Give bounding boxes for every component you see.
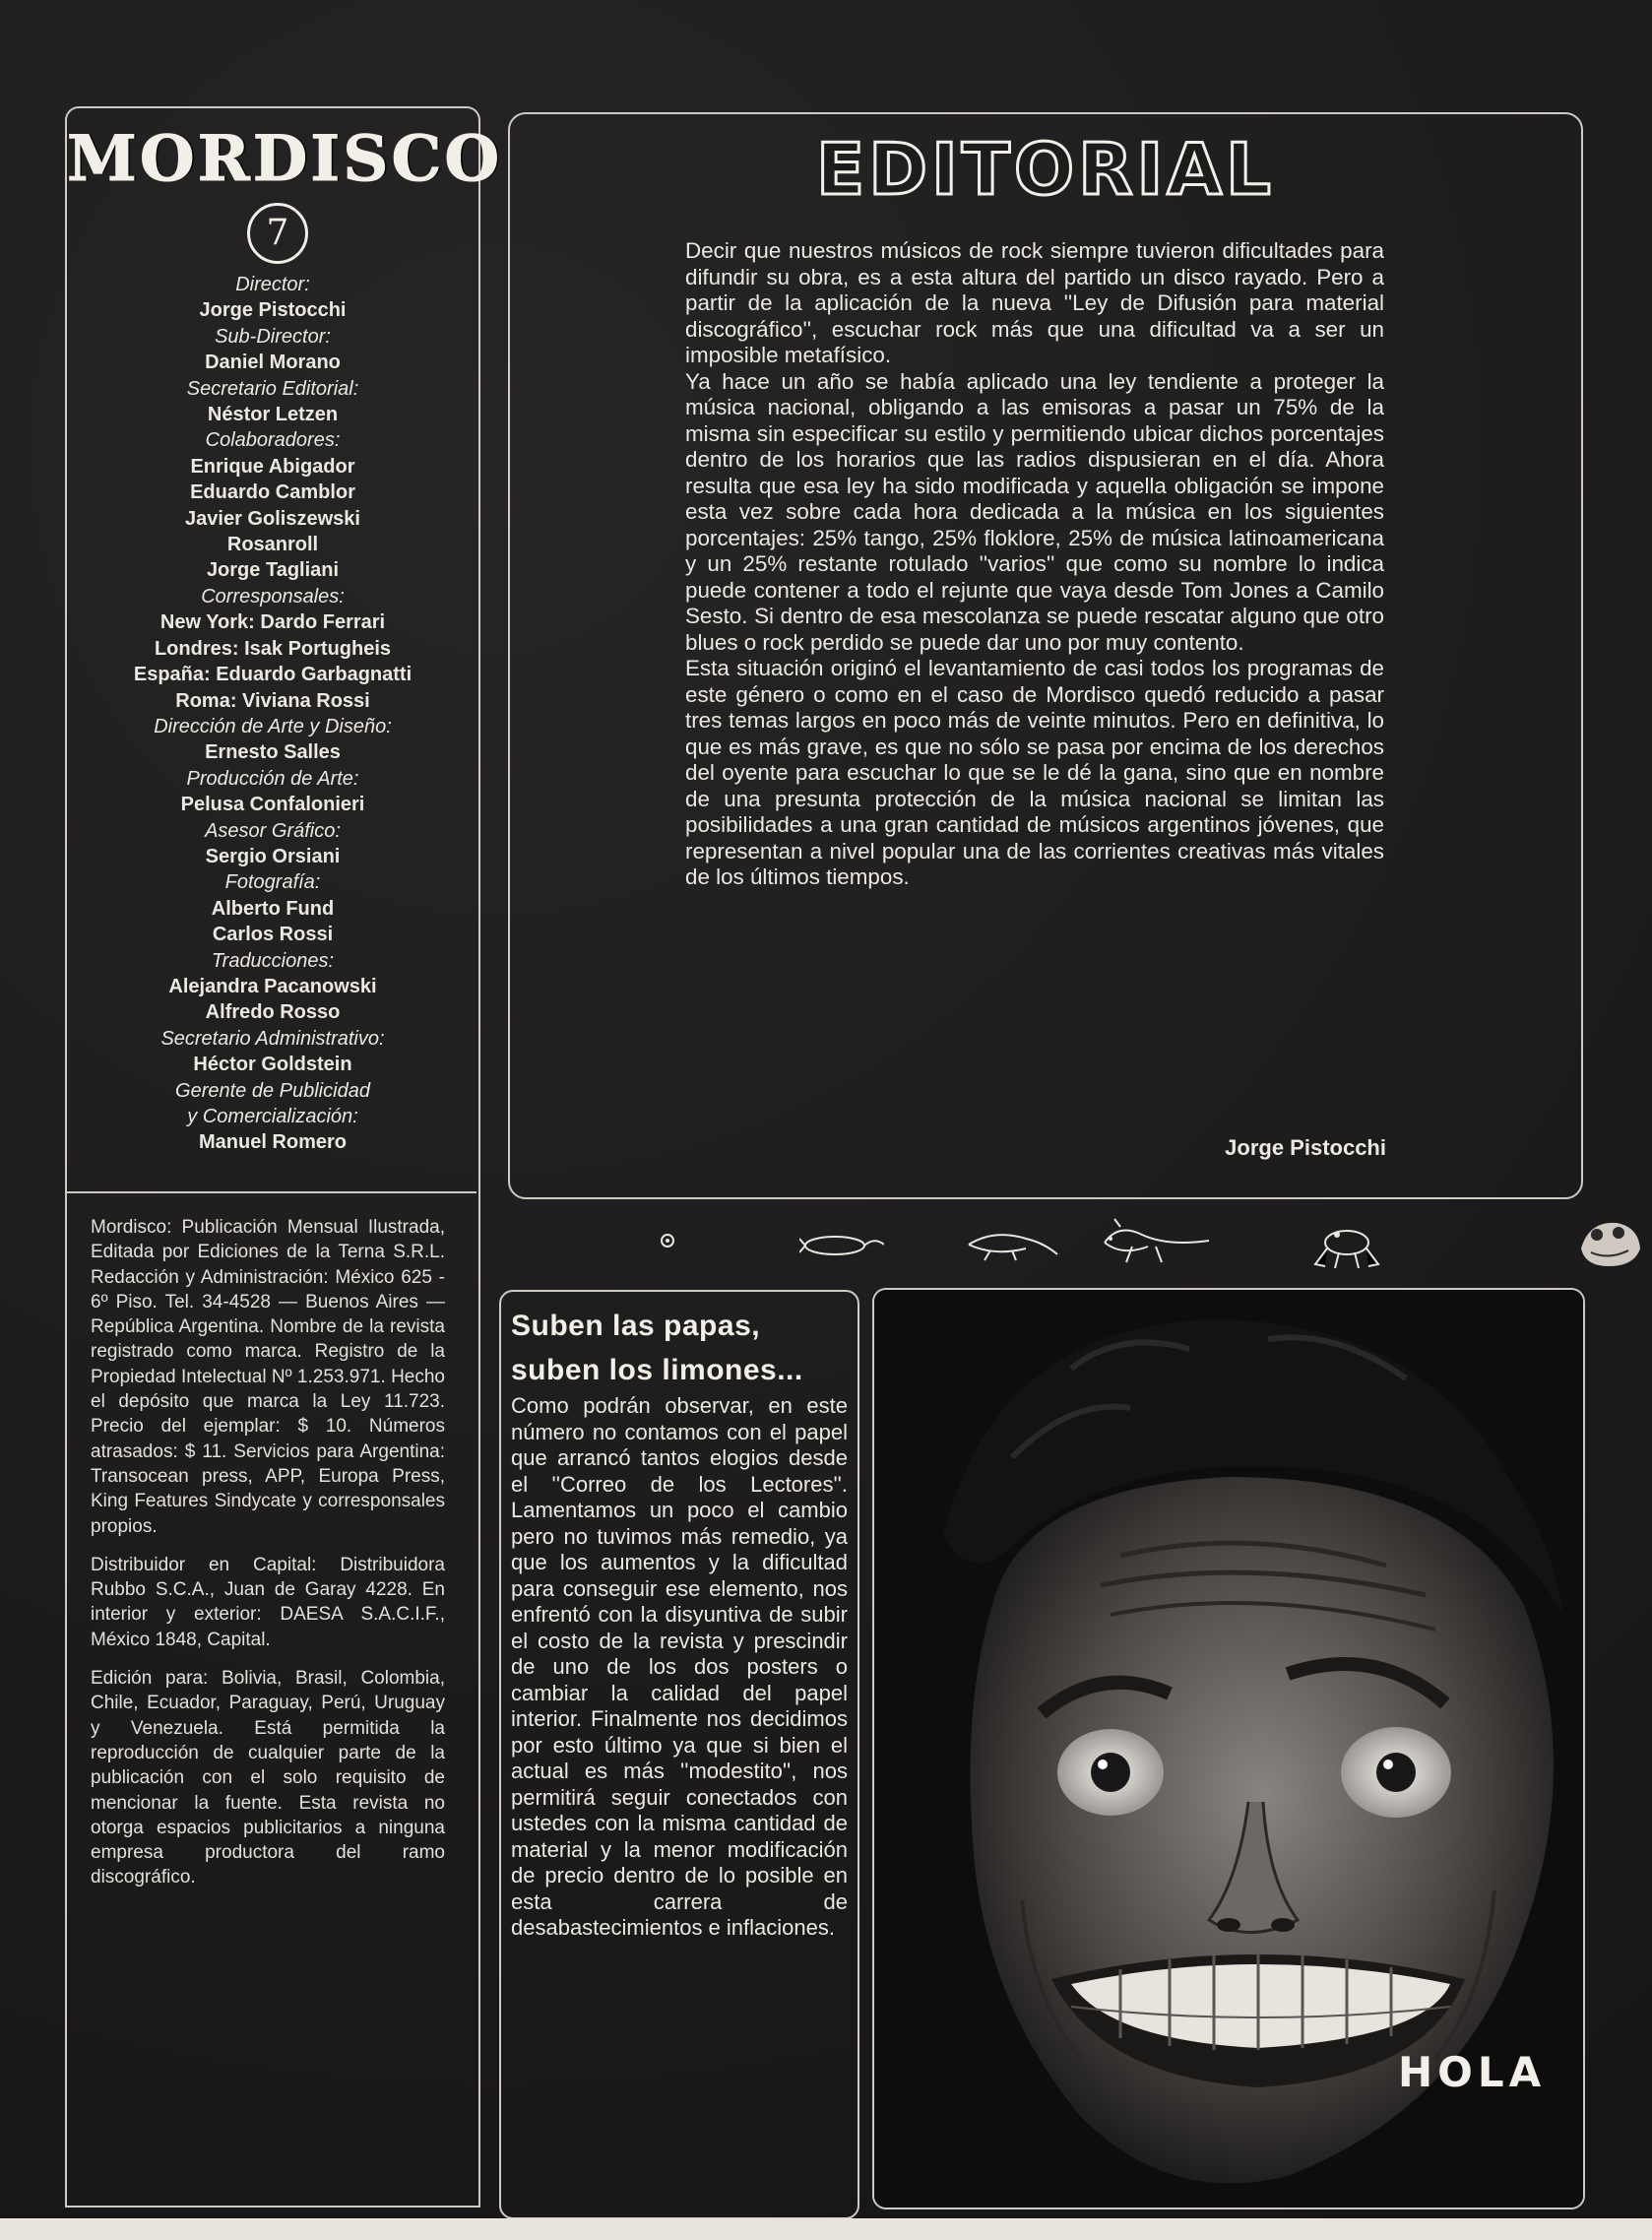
staff-role: Dirección de Arte y Diseño: bbox=[154, 715, 392, 737]
credits-panel bbox=[65, 106, 503, 1193]
staff-name: Manuel Romero bbox=[198, 1131, 348, 1154]
staff-role: Asesor Gráfico: bbox=[205, 819, 341, 842]
staff-role: Gerente de Publicidad bbox=[175, 1079, 370, 1102]
staff-name: Daniel Morano bbox=[205, 352, 341, 374]
lizard-icon bbox=[1099, 1217, 1213, 1268]
staff-role: Producción de Arte: bbox=[186, 767, 359, 790]
grinning-face-photo bbox=[872, 1288, 1585, 2209]
tadpole-icon bbox=[799, 1233, 884, 1258]
staff-name: España: Eduardo Garbagnatti bbox=[133, 664, 413, 686]
staff-name: Jorge Tagliani bbox=[206, 559, 340, 582]
editorial-signature: Jorge Pistocchi bbox=[1225, 1135, 1386, 1160]
staff-name: Néstor Letzen bbox=[207, 404, 339, 426]
staff-role: Secretario Editorial: bbox=[186, 377, 359, 400]
staff-role: Sub-Director: bbox=[215, 325, 331, 348]
editorial-paragraph: Esta situación originó el levantamiento de casi todos los programas de este género o como en el caso de Mordisco quedó reducido a pasar tres temas largos en poco más de veinte minutos. Pero en definitiva, lo que es más grave, es que no sólo se pasa por encima de los derechos del oyente para escuchar lo que se le dé la gana, sino que en nombre de una presunta protección de la música nacional se limitan las posibilidades a una gran cantidad de músicos argentinos jóvenes, que representan a nivel popular una de las corrientes creativas más vitales de los últimos tiempos. bbox=[685, 656, 1384, 889]
staff-name: Eduardo Camblor bbox=[190, 481, 355, 504]
staff-name: Pelusa Confalonieri bbox=[180, 794, 365, 816]
sidebar-heading bbox=[511, 1304, 846, 1392]
staff-name: Alejandra Pacanowski bbox=[168, 975, 377, 997]
masthead-logo: MORDISCO bbox=[67, 122, 503, 196]
sidebar-article-panel bbox=[499, 1290, 859, 2219]
staff-name: Jorge Pistocchi bbox=[199, 299, 347, 322]
staff-name: Rosanroll bbox=[226, 534, 319, 556]
page-edge bbox=[0, 2218, 1652, 2240]
staff-role: Secretario Administrativo: bbox=[160, 1027, 385, 1050]
staff-role: Fotografía: bbox=[224, 871, 321, 894]
staff-role: Traducciones: bbox=[211, 949, 335, 972]
staff-name: Javier Goliszewski bbox=[185, 507, 360, 530]
staff-list bbox=[67, 272, 478, 1156]
staff-role: Corresponsales: bbox=[201, 585, 345, 608]
staff-name: Ernesto Salles bbox=[205, 741, 341, 764]
imprint-paragraph: Distribuidor en Capital: Distribuidora Rubbo S.C.A., Juan de Garay 4228. En interior y exterior: DAESA S.A.C.I.F., México 1848, Capital. bbox=[91, 1554, 445, 1650]
staff-role: Director: bbox=[235, 274, 310, 295]
frog-icon bbox=[1309, 1221, 1382, 1272]
photo-caption: HOLA bbox=[1398, 2048, 1547, 2096]
sidebar-heading-line: Suben las papas, bbox=[511, 1310, 761, 1342]
sidebar-heading-line: suben los limones... bbox=[511, 1354, 803, 1386]
staff-name: New York: Dardo Ferrari bbox=[159, 611, 386, 634]
staff-name: Enrique Abigador bbox=[190, 455, 355, 478]
editorial-body bbox=[685, 238, 1384, 891]
imprint-paragraph: Mordisco: Publicación Mensual Ilustrada, Editada por Ediciones de la Terna S.R.L. Redacción y Administración: México 625 - 6º Piso. Tel. 34-4528 — Buenos Aires — República Argentina. Nombre de la revista registrado como marca. Registro de la Propiedad Intelectual Nº 1.253.971. Hecho el depósito que marca la Ley 11.723. Precio del ejemplar: $ 10. Números atrasados: $ 11. Servicios para Argentina: Transocean press, APP, Europa Press, King Features Sindycate y corresponsales propios. bbox=[91, 1217, 445, 1537]
editorial-paragraph: Ya hace un año se había aplicado una ley tendiente a proteger la música nacional, obligando a las emisoras a pasar un 75% de la misma sin especificar su estilo y permitiendo ubicar dichos porcentajes dentro de los horarios que las radios dispusieran en el día. Ahora resulta que esa ley ha sido modificada y aquella obligación se impone esta vez sobre cada hora dedicada a la música en los siguientes porcentajes: 25% tango, 25% floklore, 25% de música latinoamericana y un 25% restante rotulado ''varios'' que como su nombre lo indica puede contener a todo el rejunte que vaya desde Tom Jones a Camilo Sesto. Si dentro de esa mescolanza se puede rescatar alguno que otro blues o rock perdido se puede dar uno por muy contento. bbox=[685, 368, 1384, 655]
staff-name: Héctor Goldstein bbox=[193, 1054, 352, 1076]
staff-name: Roma: Viviana Rossi bbox=[175, 689, 370, 712]
sidebar-body: Como podrán observar, en este número no contamos con el papel que arrancó tantos elogios desde el ''Correo de los Lectores''. Lamentamos un poco el cambio pero no tuvimos más remedio, ya que los aumentos y la dificultad para conseguir ese elemento, nos enfrentó con la disyuntiva de subir el costo de la revista y prescindir de uno de los dos posters o cambiar la calidad del papel interior. Finalmente nos decidimos por esto último ya que si bien el actual es más ''modestito'', nos permitirá seguir conectados con ustedes con la misma cantidad de material y la menor modificación de precio dentro de lo posible en esta carrera de desabastecimientos e inflaciones. bbox=[511, 1393, 848, 1940]
imprint-text bbox=[91, 1215, 445, 1904]
staff-role: y Comercialización: bbox=[187, 1106, 358, 1127]
editorial-paragraph: Decir que nuestros músicos de rock siempre tuvieron dificultades para difundir su obra, es a esta altura del partido un disco rayado. Pero a partir de la aplicación de la nueva ''Ley de Difusión para material discográfico'', escuchar rock más que una dificultad va a ser un imposible metafísico. bbox=[685, 238, 1384, 367]
big-frog-icon bbox=[1575, 1209, 1644, 1274]
issue-number-badge: 7 bbox=[247, 203, 308, 264]
staff-name: Carlos Rossi bbox=[212, 924, 334, 946]
staff-name: Alfredo Rosso bbox=[205, 1001, 341, 1024]
staff-name: Londres: Isak Portugheis bbox=[154, 637, 392, 660]
editorial-heading: EDITORIAL bbox=[816, 128, 1275, 211]
staff-name: Alberto Fund bbox=[211, 897, 335, 920]
staff-role: Colaboradores: bbox=[205, 429, 341, 452]
credits-divider bbox=[65, 1191, 477, 1193]
staff-name: Sergio Orsiani bbox=[205, 845, 341, 867]
amphibian-icon bbox=[965, 1225, 1059, 1264]
cell-icon bbox=[658, 1231, 677, 1250]
editorial-panel bbox=[508, 112, 1583, 1199]
imprint-paragraph: Edición para: Bolivia, Brasil, Colombia, Chile, Ecuador, Paraguay, Perú, Uruguay y Venezuela. Está permitida la reproducción de cualquier parte de la publicación con el solo requisito de mencionar la fuente. Esta revista no otorga espacios publicitarios a ninguna empresa productora del ramo discográfico. bbox=[91, 1668, 445, 1888]
